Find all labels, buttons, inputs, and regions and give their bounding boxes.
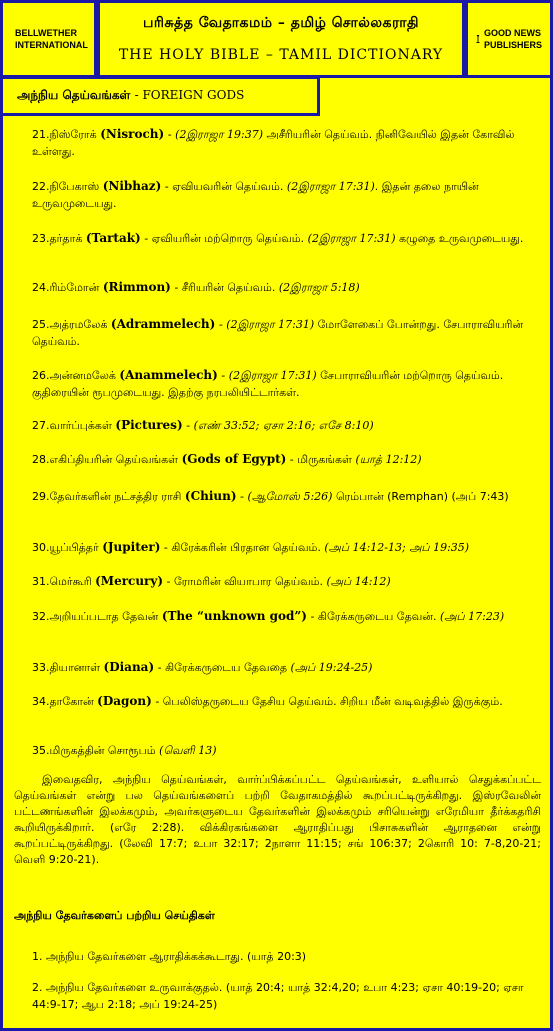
- item-tamil-name: அத்ரமலேக்: [49, 318, 111, 331]
- item-english-name: (The “unknown god”): [161, 609, 307, 623]
- item-reference: (2இராஜா 19:37): [175, 128, 263, 141]
- summary-paragraph: இவைதவிர, அந்நிய தெய்வங்கள், வார்ப்பிக்கப்பட்ட தெய்வங்கள், உளியால் செதுக்கப்பட்ட தெய்வங்கள் என்று பல தெய்வங்களைப் பற்றி வேதாகமத்தில் கூறப்பட்டிருக்கிறது. இஸ்ரவேலின் பட்டணங்களின் இலக்கமும், அவர்களுடைய தேவர்களின் இலக்கமும் சரியென்று எரேமியா தீர்க்கதரிசி கூறியிருக்கிறார். (எரே 2:28). விக்கிரகங்களை ஆராதிப்பது பிசாசுகளின் ஆராதனை என்று கூறப்பட்டிருக்கிறது. (லேவி 17:7; உபா 32:17; 2நாளா 11:15; சங் 106:37; 2கொரி 10: 7-8,20-21; வெளி 9:20-21).: [14, 773, 541, 866]
- item-english-name: (Mercury): [95, 574, 164, 588]
- list-item: [32, 608, 540, 625]
- item-number: 26.: [32, 369, 50, 382]
- item-english-name: (Rimmon): [102, 280, 171, 294]
- item-tamil-name: தாகோன்: [49, 695, 98, 708]
- item-reference: (எண் 33:52; ஏசா 2:16; எசே 8:10): [193, 419, 374, 432]
- item-number: 34.: [32, 695, 50, 708]
- news-heading: அந்நிய தேவர்களைப் பற்றிய செய்திகள்: [14, 909, 215, 922]
- item-note: . இதன் தலை நாயின் உருவமுடையது.: [32, 180, 479, 210]
- item-tamil-name: நிபேகாஸ்: [49, 180, 103, 193]
- item-description: - பெலிஸ்தருடைய தேசிய தெய்வம். சிறிய மீன் வடிவத்தில் இருக்கும்.: [151, 695, 503, 708]
- list-item: [32, 367, 540, 401]
- item-note: ரெம்பான் (Remphan) (அப் 7:43): [332, 490, 509, 503]
- item-description: - மிருகங்கள்: [286, 453, 356, 466]
- item-tamil-name: மிருகத்தின் சொரூபம்: [49, 744, 160, 757]
- list-item: [32, 451, 540, 468]
- item-reference: (அப் 17:23): [439, 610, 505, 623]
- title-tamil: பரிசுத்த வேதாகமம் – தமிழ் சொல்லகராதி: [143, 15, 419, 31]
- item-tamil-name: ரிம்மோன்: [49, 281, 103, 294]
- item-description: -: [236, 490, 248, 503]
- left-logo-line2: INTERNATIONAL: [15, 40, 88, 50]
- item-number: 25.: [32, 318, 50, 331]
- news-number: 2.: [32, 981, 46, 994]
- item-reference: (வெளி 13): [159, 744, 217, 757]
- good-news-logo: [465, 0, 553, 78]
- good-news-icon: [476, 17, 480, 61]
- list-item: [32, 316, 540, 350]
- item-number: 33.: [32, 661, 50, 674]
- item-english-name: (Nibhaz): [102, 179, 162, 193]
- section-heading-box: [0, 76, 320, 116]
- list-item: [32, 742, 540, 759]
- item-reference: (யாத் 12:12): [355, 453, 422, 466]
- item-tamil-name: நிஸ்ரோக்: [49, 128, 101, 141]
- item-reference: (அப் 19:24-25): [290, 661, 373, 674]
- news-item: [32, 948, 540, 965]
- item-reference: (2இராஜா 17:31): [226, 318, 315, 331]
- item-note: மோளேகைப் போன்றது. சேபாராவியரின் தெய்வம்.: [32, 318, 524, 348]
- item-tamil-name: வார்ப்புக்கள்: [49, 419, 116, 432]
- list-item: [32, 417, 540, 434]
- item-english-name: (Anammelech): [119, 368, 218, 382]
- item-description: - கிரேக்கருடைய தேவதை: [154, 661, 291, 674]
- list-item: [32, 573, 540, 590]
- right-logo-line2: PUBLISHERS: [483, 40, 542, 50]
- list-item: [32, 230, 540, 247]
- list-item: [32, 539, 540, 556]
- list-item: [32, 279, 540, 296]
- item-reference: (2இராஜா 17:31): [228, 369, 317, 382]
- item-description: - கிரேக்கருடைய தேவன்.: [306, 610, 440, 623]
- item-tamil-name: அறியப்படாத தேவன்: [49, 610, 162, 623]
- item-english-name: (Diana): [103, 660, 155, 674]
- item-english-name: (Pictures): [115, 418, 183, 432]
- item-tamil-name: அன்னமலேக்: [49, 369, 120, 382]
- title-box: [97, 0, 465, 78]
- item-description: -: [217, 369, 229, 382]
- item-number: 23.: [32, 232, 50, 245]
- item-reference: (அப் 14:12): [326, 575, 391, 588]
- list-item: [32, 659, 540, 676]
- news-number: 1.: [32, 950, 46, 963]
- item-description: -: [182, 419, 194, 432]
- item-reference: (அப் 14:12-13; அப் 19:35): [324, 541, 470, 554]
- news-text: அந்நிய தேவர்களை உருவாக்குதல். (யாத் 20:4; யாத் 32:4,20; உபா 4:23; ஏசா 40:19-20; ஏசா 44:9-17; ஆப 2:18; அப் 19:24-25): [32, 981, 524, 1011]
- left-logo-line1: BELLWETHER: [15, 28, 77, 38]
- title-english: THE HOLY BIBLE – TAMIL DICTIONARY: [118, 47, 444, 63]
- item-number: 27.: [32, 419, 50, 432]
- item-number: 31.: [32, 575, 50, 588]
- right-logo-line1: GOOD NEWS: [483, 28, 541, 38]
- item-number: 22.: [32, 180, 50, 193]
- item-note: கழுதை உருவமுடையது.: [395, 232, 524, 245]
- item-english-name: (Gods of Egypt): [181, 452, 287, 466]
- page-header: [0, 0, 553, 78]
- item-number: 30.: [32, 541, 50, 554]
- item-number: 35.: [32, 744, 50, 757]
- item-description: - கிரேக்கரின் பிரதான தெய்வம்.: [160, 541, 325, 554]
- item-note: சேபாராவியரின் மற்றொரு தெய்வம். குதிரையின் ரூபமுடையது. இதற்கு நரபலியிட்டார்கள்.: [32, 369, 504, 399]
- item-note: அசீரியரின் தெய்வம். நினிவேயில் இதன் கோவில் உள்ளது.: [32, 128, 515, 158]
- item-number: 29.: [32, 490, 50, 503]
- list-item: [32, 693, 540, 710]
- section-title-english: - FOREIGN GODS: [134, 88, 245, 102]
- item-tamil-name: தேவர்களின் நட்சத்திர ராசி: [49, 490, 185, 503]
- section-title-tamil: அந்நிய தெய்வங்கள்: [17, 88, 131, 102]
- item-reference: (2இராஜா 5:18): [278, 281, 360, 294]
- item-description: - ஏவியரின் மற்றொரு தெய்வம்.: [140, 232, 308, 245]
- item-tamil-name: எகிப்தியரின் தெய்வங்கள்: [49, 453, 182, 466]
- item-english-name: (Nisroch): [100, 127, 165, 141]
- item-reference: (2இராஜா 17:31): [286, 180, 375, 193]
- item-number: 24.: [32, 281, 50, 294]
- section-title: [17, 88, 244, 104]
- bellwether-logo: [0, 0, 97, 78]
- item-description: - சீரியரின் தெய்வம்.: [170, 281, 279, 294]
- item-tamil-name: தர்தாக்: [49, 232, 86, 245]
- list-item: [32, 488, 540, 505]
- item-description: -: [215, 318, 227, 331]
- item-description: - ஏவியவரின் தெய்வம்.: [161, 180, 287, 193]
- item-description: -: [164, 128, 176, 141]
- item-reference: (2இராஜா 17:31): [307, 232, 396, 245]
- item-number: 21.: [32, 128, 50, 141]
- item-number: 28.: [32, 453, 50, 466]
- item-english-name: (Jupiter): [102, 540, 161, 554]
- item-english-name: (Tartak): [85, 231, 141, 245]
- item-english-name: (Dagon): [97, 694, 152, 708]
- item-number: 32.: [32, 610, 50, 623]
- list-item: [32, 178, 540, 212]
- item-tamil-name: தியானாள்: [49, 661, 104, 674]
- item-english-name: (Adrammelech): [110, 317, 216, 331]
- item-english-name: (Chiun): [184, 489, 237, 503]
- item-tamil-name: மெர்கூரி: [49, 575, 96, 588]
- item-reference: (ஆமோஸ் 5:26): [247, 490, 333, 503]
- news-text: அந்நிய தேவர்களை ஆராதிக்கக்கூடாது. (யாத் 20:3): [46, 950, 307, 963]
- item-description: - ரோமரின் வியாபார தெய்வம்.: [163, 575, 327, 588]
- list-item: [32, 126, 540, 160]
- item-tamil-name: யூப்பித்தர்: [49, 541, 103, 554]
- news-item: [32, 979, 540, 1013]
